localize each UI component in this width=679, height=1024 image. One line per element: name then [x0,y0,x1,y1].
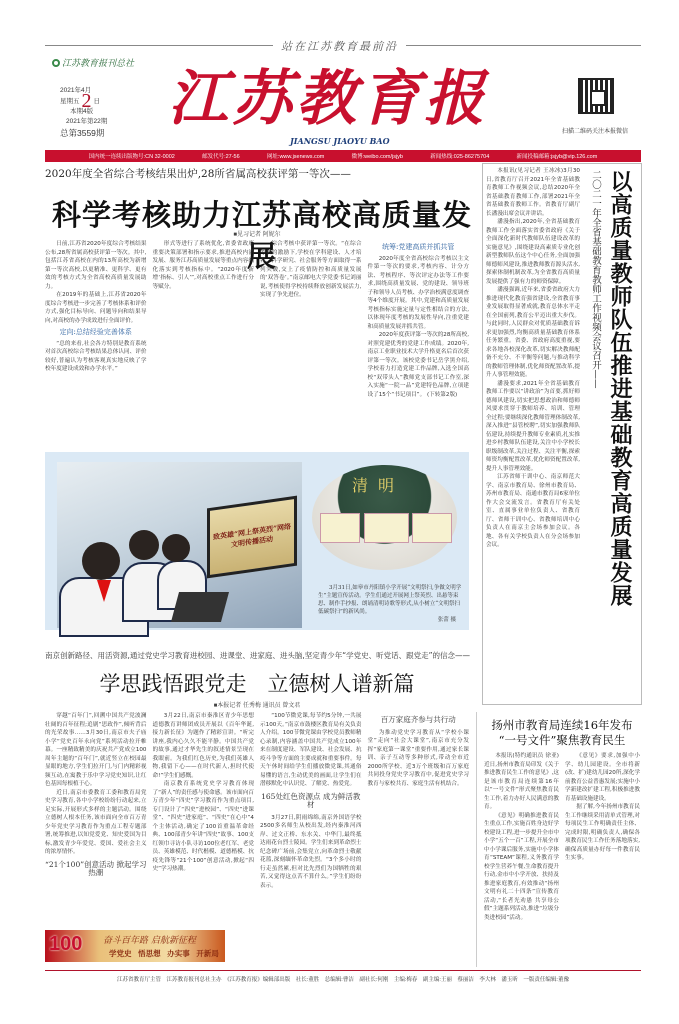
feature-body: 本报讯(见习记者 王冰冰)3月30日,省教育厅召开2021年全省基础教育教师工作视频会议,总结2020年全省基础教育教师工作,部署2021年全省基础教育教师工作。省教育厅副厅长潘漫出席会议并讲话。 潘漫指出,2020年,全省基础教育教师工作全面落实省委省政府《关于全面深化新时代教师队伍建设改革的实施意见》,围绕建设高素质专业化创新型教师队伍这个中心任务,全面加强师德师风建设,推进教师教育源头活水,探索体制机制改革,为全省教育高质量发展提供了强有力的师资保障。 潘漫强调,近年来,省委省政府大力推进现代化教育强省建设,全省教育事业发展取得显著成就,教育总体水平走在全国前列,教育公平迈出重大步伐。与此同时,人民群众对优质基础教育诉求更加强烈,均衡高质量基础教育体系任务繁重。省委、省政府高度重视,要求各地各校深化改革,切实解决教师配备不充分、不平衡等问题,与推动科学的教师管理体制,优化师资配置改革,提升人事管理效能。 潘漫要求,2021年全省基础教育教师工作要以“讲政治”为首要,抓好师德师风建设,切实把思想政治和师德师风要求贯穿于教师培养、培训、管理全过程;要继续深化教师管理体制改革,深入推进“县管校聘”,切实加强教师队伍建设,持续提升教师专业素质,扎实推进乡村教师队伍建设,关注中小学校长职级制改革,关注过程、关注平衡,探索师资均衡配置改革,优化师资配置改革,提升人事管理效能。 江苏省师干训中心、南京师范大学、南京市教育局、徐州市教育局、苏州市教育局、南通市教育局6家单位作大会交流发言。省教育厅有关处室、直属事业单位负责人、省教育厅、省师干训中心、省教师培训中心负责人在南京主会场参加会议。各地、各有关学校负责人在分会场参加会议。 [486,168,580,548]
third-body: 本报讯(特约通讯员 徐亚)近日,扬州市教育局印发《关于推进教育民生工作的意见》,这是该市教育局连续第16年以“一号文件”形式聚焦教育民生工作,着力办好人民满意的教育。 《意见》明确推进教育民生重点工作,实施百姓身边好学校建设工程,进一步提升全市中小学“五个一百”工程,开展全市中小学课后服务,实施中小学体育“STEAM”课程,义务教育学校学生营养午餐,生命教育提升行动,金市中小学开放、扶持及推进家庭教育,有效推动“扬州文明有礼二十四条”宣传教育活动,“长者光劝愚 共享母公假”主题系列活动,推进“垃圾分类进校园”活动。 《意见》要求,加强中小学、幼儿园建设。全市将新(改、扩)建幼儿园20所,深化学前教育公益普惠发展;实施中小学新建改扩建工程,积极推进教育基础设施建设。 据了解,今年扬州市教育民生工作继续采用清单式管理,对每项民生工作明确责任主体、完成时限,明确负责人,确保各项教育民生工作任务落地落实,确保高质量办好每一件教育民生实事。 [484,753,640,921]
photo-credit: 张蕾 摄 [437,617,456,623]
centenary-banner: 100 奋斗百年路 启航新征程 学党史 悟思想 办实事 开新局 [45,930,225,962]
day-number: 2 [81,90,92,112]
lead-headline: 科学考核助力江苏高校高质量发展 [52,198,473,273]
publisher-logo: 江苏教育报刊总社 [52,56,134,69]
lead-col-4: 统筹:党建高质并抓共管 2020年度全省高校综合考核以主文件第一等次的要求,考核内容、计分方法、考核程序、等次评定办法等工作要求,围绕高质量发展、党的建设、领导班子和领导人员考核、办学治校满意度调查等4个维度开展。其中,党建和高质量发展考核指标实施定量与定性相结合的方法,以体现年度考核的发展性导向,注重党建和高质量发展并抓共管。 2020年度获评第一等次的28所高校,对照党建优秀的党建工作成绩。2020年,南京工业职业技术大学升格更名后首次获评第一等次。该校党委书记岳学黑介绍,学校着力打造党建工作品牌,入选全国高校“双带头人”教师党支部书记工作室,深入实施“一院一品”党建特色品牌,立项建设了15个“书记项目”。 (下转第2版) [367,243,469,398]
footer-credits: 江苏省教育厅主管 江苏教育报刊总社主办 《江苏教育报》编辑部出版 社长:董胜 总编辑:曹洁 副社长:何刚 主编:梅春 副主编:王丽 蔡丽洁 李大林 潘玉昕 一版责任编辑:董豫 [117,977,569,983]
lead-byline: ■见习记者 阿妮尔 [233,232,281,238]
third-headline: 扬州市教育局连续16年发布 “一号文件”聚焦教育民生 [491,718,633,747]
lead-col-2: 形式等进行了系统优化,省委省政府重要决策部署和指示要求,推进高校内涵发展、服务江苏高质量发展等重点内容细化落实到考核指标中。“2020年度新增‘指标、引人’”,对高校重点工作进行分等赋分。 [152,241,254,290]
qingming-photo: 清明 [312,465,457,570]
pages: 本期4版 [70,108,94,115]
second-col-3: “100节微党课,每节约5分钟,一共展示100天。”南京市鼓楼区教育局有关负责人介绍。100节微党课由学校党员教师精心录制,内容涵盖中国共产党成立100年来在制度建设、军队建设、社会发展、抗疫斗争等方面的主要成就和重要事件。每天午休时间给学生们播放微党课,其通俗易懂的语言,生动优美的画面,让学生们在潜移默化中认识党、了解党、热爱党。 165处红色资源点 成为鲜活教材 3月27日,阴雨绵绵,南京外国语学校2500多名师生从校出发,经内秦淮河西岸、过文正桥、东水关、中华门,最终抵达雨花台烈士陵园。学生们来到革命烈士纪念碑广场前,会集党立,向革命烈士敬献花篮,深刻缅怀革命先烈。“3个多小时的行走虽然累,但对比先烈们为国牺牲的艰苦,又觉得这点苦不算什么。”学生们纷纷表示。 [260,713,362,889]
second-subhead-2: 165处红色资源点 成为鲜活教材 [261,791,361,809]
total-issue: 总第3559期 [60,128,105,138]
footer-rule [45,970,641,971]
second-subhead-3: 百万家庭齐参与共行动 [380,715,456,724]
second-col-4: 百万家庭齐参与共行动 为推动党史学习教育从“学校小课堂”走向“社会大课堂”,南京市充分发挥“家庭第一课堂”重要作用,通过家长课训、亲子互动等多种形式,带动全市近2000所学校、近3万个班级和百万家庭共同投身党史学习教育中,促进党史学习教育与家校共育、家庭生活有机结合。 [367,715,469,787]
lead-subhead-1: 定向:总结经验完善体系 [59,328,132,336]
party-100-logo: 100 [49,933,83,955]
lead-col-1: 日前,江苏省2020年度综合考核结果公布,28所省属高校获评第一等次。其中,包括江苏省高校在内的13所高校为新增第一等次高校,以更精准、更科学、更有效的考核方式为全省高校高质量发展助力。 在2019年的基础上,江苏省2020年度综合考核进一步完善了考核体系和评价方式,强化目标导向、问题导向和结果导向,对高校的办学成效进行全面评价。 定向:总结经验完善体系 “总的来看,社会各方特别是教育系统对首次高校综合考核结果总体认同、评价较好,普遍认为考核客观真实地反映了学校年度建设成效和办学水平。” [45,241,147,372]
qr-caption: 扫描二维码关注本报微信 [562,129,629,135]
second-body [45,712,469,967]
monitor: 致英雄“网上祭英烈”网络文明传播活动 [207,496,297,579]
feature-kicker: 二〇二一年全省基础教育教师工作视频会议召开—— [590,170,601,389]
title-pinyin: JIANGSU JIAOYU BAO [290,136,390,146]
students-computer-photo [57,462,302,628]
second-byline: ■本报记者 任秀梅 通讯员 曾文君 [213,703,301,709]
second-kicker: 南京创新路径、用活资源,通过党史学习教育进校园、进课堂、进家庭、进头脑,坚定青少年“学党史、听党话、跟党走”的信念—— [45,651,471,660]
lead-subhead-2: 统筹:党建高质并抓共管 [382,243,455,251]
issue: 2021年第22期 [66,118,108,125]
publisher-icon [52,59,60,67]
second-headline: 学思践悟跟党走 立德树人谱新篇 [99,672,415,696]
column-divider [476,712,477,967]
lead-col-3: 综合考核中获评第一等次。“在综合考核的激励下,学校在学科建设、人才培养、科学研究、社会服务等方面取得一系列突破,交上了疫情防控和高质量发展的‘双答卷’。”南京邮电大学党委书记刘丽说,考核使得学校持续释放创新发展活力,实现了争先进位。 [260,241,362,298]
lead-body [45,240,469,398]
date-block: 2021年4月 星期五 2 日 本期4版 2021年第22期 总第3559期 [60,87,108,138]
second-subhead-1: “21个100”创意活动 掀起学习热潮 [45,859,147,877]
feature-headline: 以高质量教师队伍推进基础教育高质量发展 [607,170,632,607]
info-strip: 国内统一连续出版物号:CN 32-0002 邮发代号:27-56 网址:www.jsenews.com 微博:weibo.com/jsjyb 新闻热线:025-86275704 新闻投稿邮箱:jsjyb@vip.126.com [45,150,641,162]
newspaper-title: 江苏教育报 [168,64,488,134]
photo-caption: 3月31日,如皋市丹阳镇小学开展“文明祭扫,争做文明学生”主题宣传活动。学生们通过开展网上祭英烈、出悬等束思、制作手抄报、朗诵清明诗歌等形式,从小树立“文明祭扫低碳祭扫”的新风尚。 张蕾 摄 [318,584,464,624]
lead-kicker: 2020年度全省综合考核结果出炉,28所省属高校获评第一等次—— [45,168,351,180]
slogan: 站在江苏教育最前沿 [0,38,679,54]
qr-code-icon[interactable] [578,78,614,114]
second-col-2: 3月22日,南京市秦淮区青少年思想道德教育讲师团成员开展以《百年华诞,接力新长征》为题作了精彩宣讲。“听完讲座,我内心久久不能平静。中国共产党的故事,通过才华先生的叙述情景呈现在我眼前。为我们红色历史,为我们英雄人物,我留下心——在时代新人,担时代使命!”学生们感慨。 南京教育系统党史学习教育体现了“新人”的责任感与使命感。该市面向百万青少年“四史”学习教育作为重点项目,专门设计了“四史”进校园”、“四史”进课堂”、“四史”进家庭”、“四史”在心中”4个主体活动,确定了100首重温革命经典、100部青少年讲“四史”故事、100支红领巾寻访小队寻访100位老红军、老党员、英雄模范、时代楷模、道德楷模、抗疫先锋等“21个100”创意活动,掀起“四史”学习热潮。 [152,713,254,872]
second-col-1: 穿越“百年门”,回溯中国共产党波澜壮阔的百年征程;追剧“思政作”,倾听背后的光荣故事……3月30日,南京市夫子庙小学“党史百年永向党”系列活动拉开帷幕。一座精致精美的庆祝共产党成立100周年主题的“百年门”,就近竖立在校园最显眼的地方,学生们拉开门,与门内精彩视频互动,在寓教于乐中学习党史知识,让红色基因每根植于心。 近日,南京市委教育工委和教育局党史学习教育,各中小学校纷纷行动起来,立足实际,开展形式多样的主题活动。围绕立德树人根本任务,该市面向全市百万青少年党史学习教育作为重点工程专题部署,统筹推进,以知党爱党、知史爱国为目标,激发青少年爱党、爱国、爱社会主义的浓厚情怀。 “21个100”创意活动 掀起学习热潮 [45,713,147,877]
